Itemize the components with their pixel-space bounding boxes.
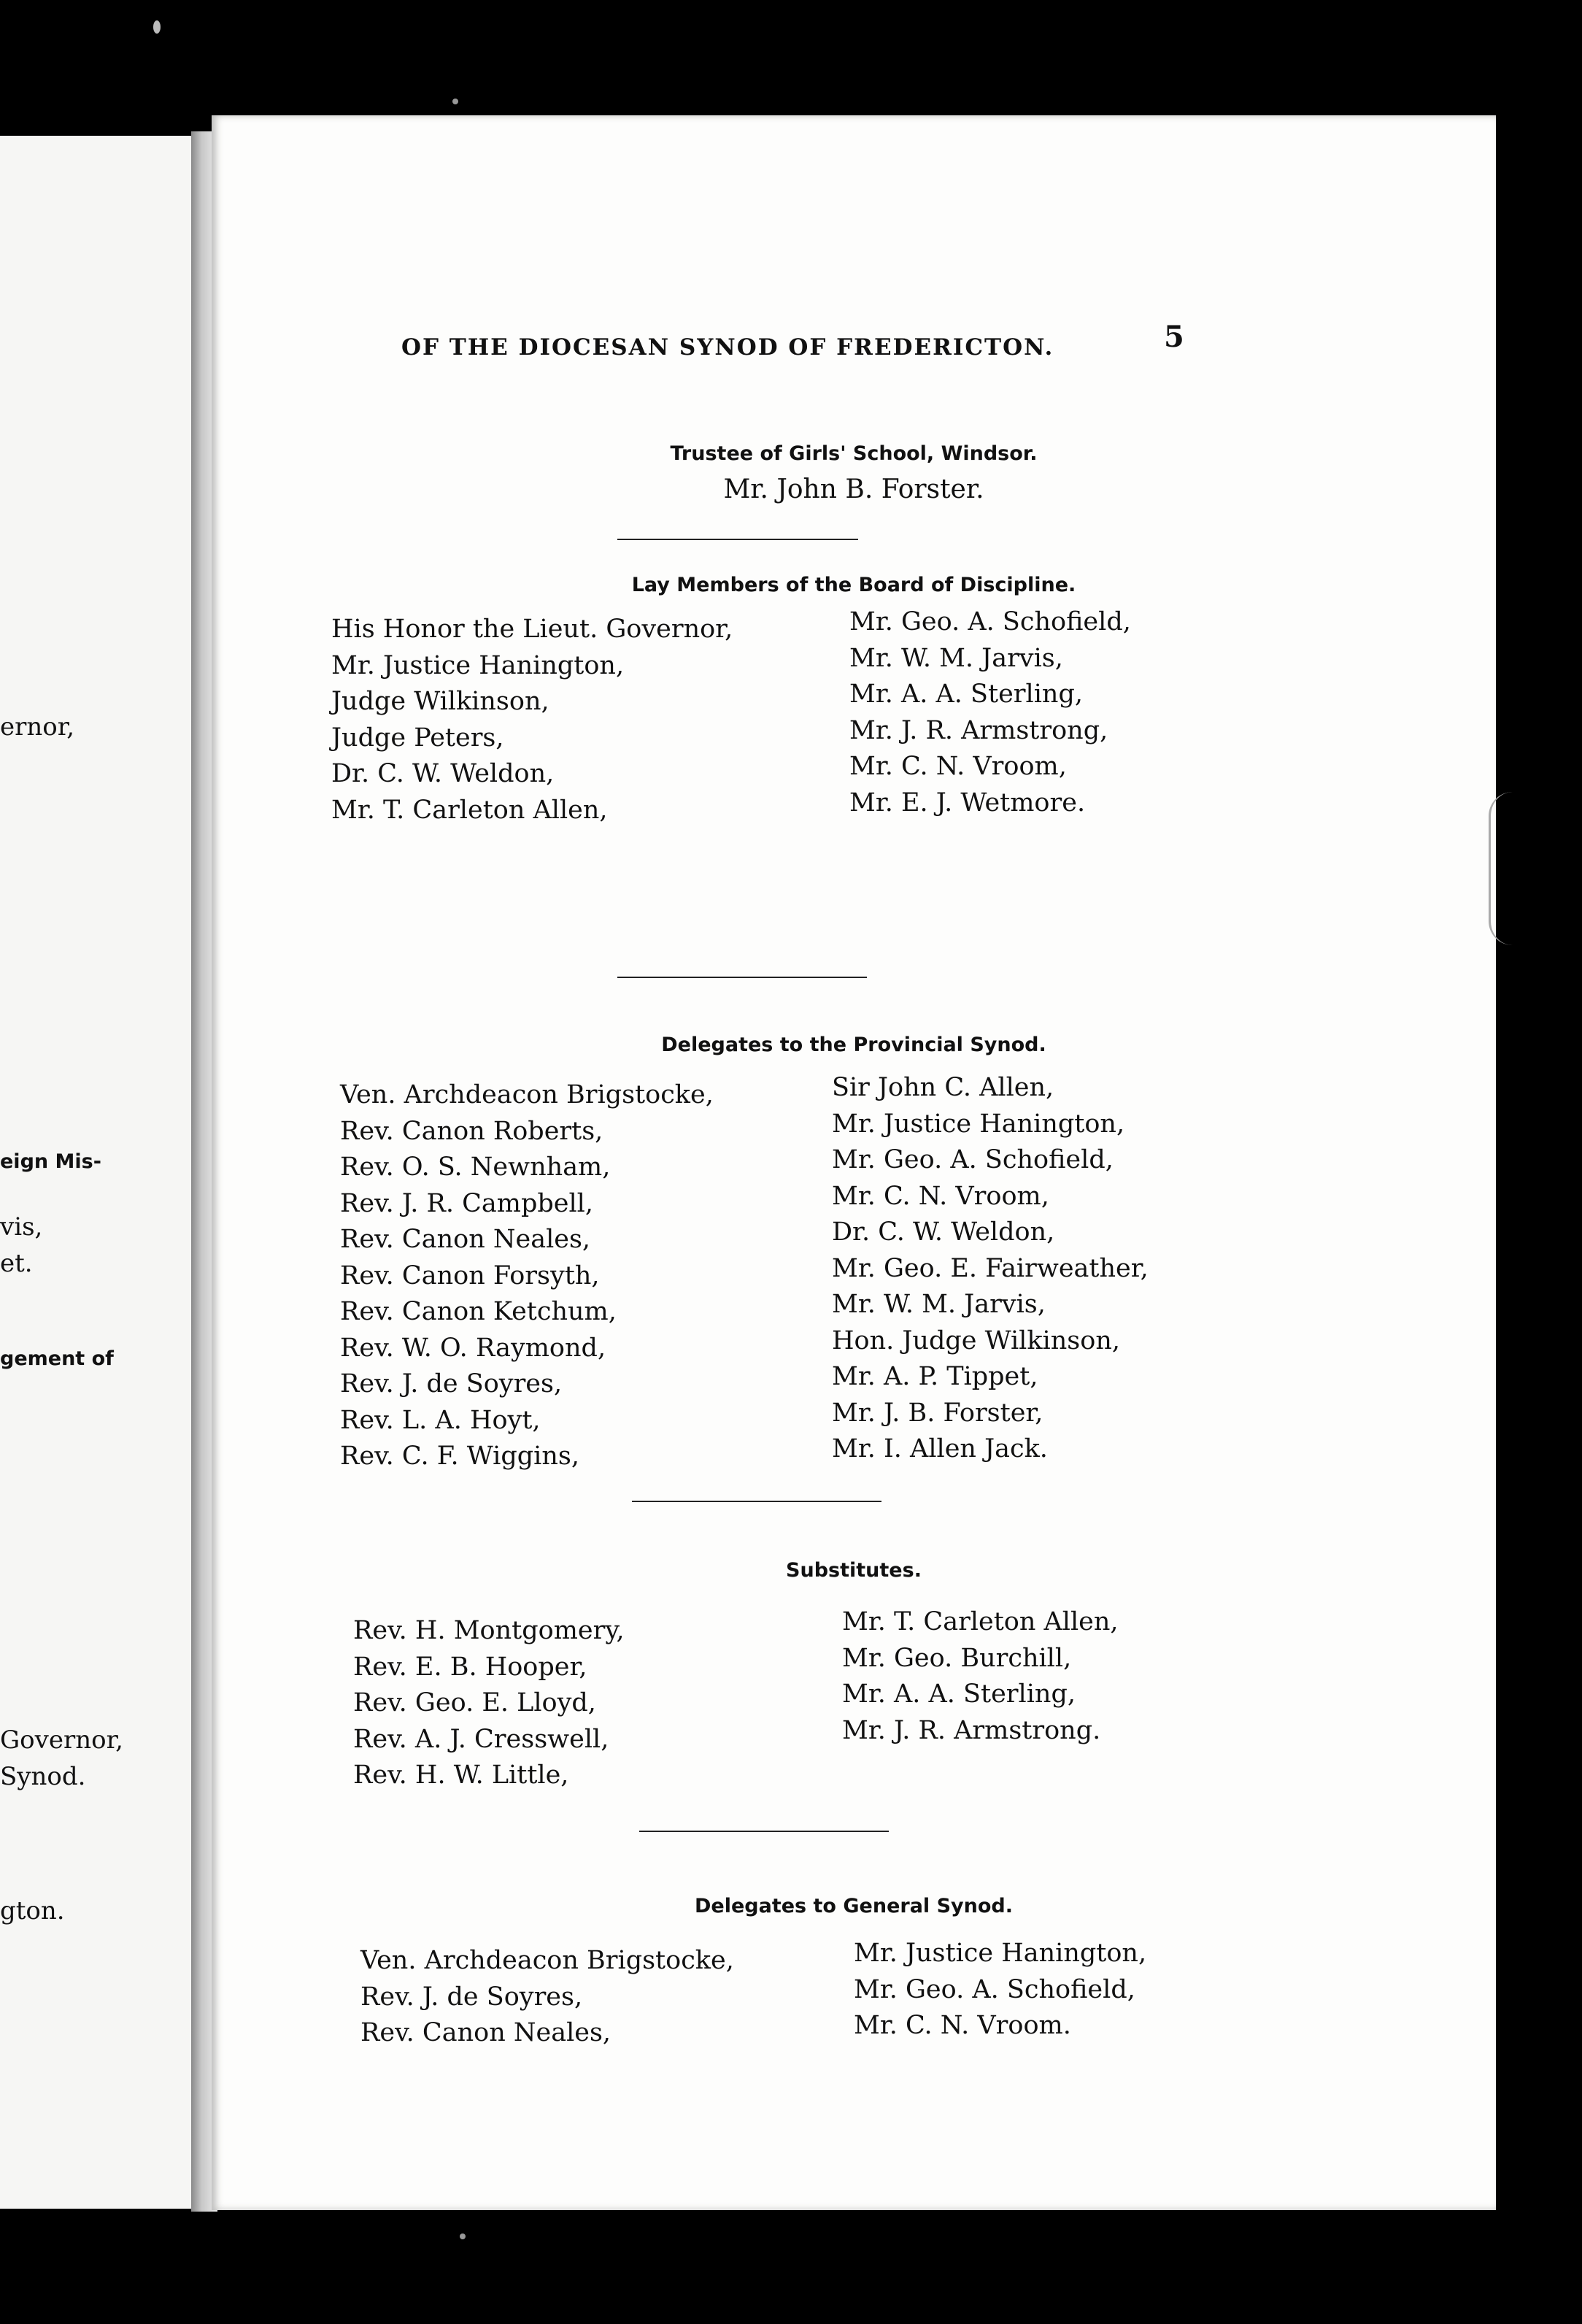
list-item: Mr. C. N. Vroom, — [849, 752, 1067, 781]
list-item: Mr. W. M. Jarvis, — [849, 643, 1063, 673]
scan-speck — [452, 99, 458, 104]
general-left-column — [360, 1943, 734, 2052]
section-heading-provincial: Delegates to the Provincial Synod. — [661, 1034, 1046, 1056]
list-item: Rev. A. J. Cresswell, — [353, 1724, 609, 1754]
list-item: Mr. Geo. E. Fairweather, — [832, 1253, 1149, 1283]
provincial-right-column — [832, 1070, 1149, 1468]
list-item: Mr. T. Carleton Allen, — [331, 795, 608, 825]
discipline-left-column — [331, 612, 733, 828]
list-item: Rev. Geo. E. Lloyd, — [353, 1688, 596, 1717]
section-heading-substitutes: Substitutes. — [786, 1559, 922, 1582]
list-item: Rev. Canon Neales, — [340, 1225, 591, 1254]
facing-page-fragment: Synod. — [0, 1762, 86, 1791]
substitutes-left-column — [353, 1613, 625, 1794]
facing-page — [0, 136, 197, 2209]
list-item: Ven. Archdeacon Brigstocke, — [360, 1946, 734, 1975]
list-item: Rev. O. S. Newnham, — [340, 1153, 611, 1182]
list-item: Mr. C. N. Vroom, — [832, 1181, 1049, 1211]
list-item: Rev. Canon Ketchum, — [340, 1297, 617, 1326]
page-number: 5 — [1164, 320, 1184, 354]
list-item: Hon. Judge Wilkinson, — [832, 1325, 1120, 1355]
section-heading-discipline: Lay Members of the Board of Discipline. — [631, 574, 1076, 596]
list-item: Rev. H. Montgomery, — [353, 1616, 625, 1645]
list-item: Mr. J. R. Armstrong, — [849, 715, 1108, 745]
list-item: Mr. Geo. A. Schofield, — [832, 1145, 1114, 1174]
list-item: Mr. Geo. A. Schofield, — [849, 607, 1131, 636]
list-item: Mr. Justice Hanington, — [331, 650, 625, 680]
list-item: Mr. A. A. Sterling, — [842, 1679, 1076, 1709]
list-item: Rev. Canon Roberts, — [340, 1116, 603, 1146]
facing-page-fragment: gement of — [0, 1347, 114, 1370]
list-item: Mr. C. N. Vroom. — [854, 2011, 1071, 2040]
document-page — [212, 115, 1496, 2210]
facing-page-fragment: Governor, — [0, 1725, 123, 1755]
list-item: Rev. J. R. Campbell, — [340, 1188, 593, 1218]
divider — [617, 977, 867, 978]
list-item: Mr. E. J. Wetmore. — [849, 788, 1086, 817]
scan-speck — [460, 2233, 466, 2239]
list-item: Dr. C. W. Weldon, — [832, 1217, 1055, 1247]
section-heading-general: Delegates to General Synod. — [695, 1895, 1013, 1917]
list-item: His Honor the Lieut. Governor, — [331, 615, 733, 644]
divider — [617, 539, 858, 540]
list-item: Mr. Justice Hanington, — [832, 1109, 1125, 1139]
list-item: Rev. J. de Soyres, — [360, 1982, 583, 2012]
substitutes-right-column — [842, 1604, 1119, 1749]
list-item: Mr. T. Carleton Allen, — [842, 1607, 1119, 1636]
divider — [632, 1501, 881, 1502]
facing-page-fragment: et. — [0, 1249, 33, 1278]
list-item: Rev. W. O. Raymond, — [340, 1333, 606, 1363]
list-item: Rev. C. F. Wiggins, — [340, 1442, 579, 1471]
provincial-left-column — [340, 1077, 714, 1475]
list-item: Rev. Canon Neales, — [360, 2018, 611, 2047]
list-item: Judge Wilkinson, — [331, 687, 549, 716]
list-item: Rev. J. de Soyres, — [340, 1369, 563, 1398]
list-item: Mr. W. M. Jarvis, — [832, 1290, 1046, 1319]
list-item: Rev. E. B. Hooper, — [353, 1652, 587, 1682]
facing-page-fragment: eign Mis- — [0, 1150, 101, 1173]
list-item: Mr. A. P. Tippet, — [832, 1362, 1038, 1391]
list-item: Mr. Geo. A. Schofield, — [854, 1974, 1135, 2004]
list-item: Mr. Geo. Burchill, — [842, 1643, 1072, 1673]
list-item: Dr. C. W. Weldon, — [331, 759, 555, 788]
general-right-column — [854, 1936, 1146, 2044]
facing-page-fragment: vis, — [0, 1212, 43, 1242]
facing-page-fragment: ernor, — [0, 712, 75, 742]
list-item: Rev. H. W. Little, — [353, 1761, 569, 1790]
list-item: Mr. J. R. Armstrong. — [842, 1715, 1101, 1745]
list-item: Mr. I. Allen Jack. — [832, 1434, 1048, 1463]
list-item: Ven. Archdeacon Brigstocke, — [340, 1080, 714, 1109]
list-item: Mr. Justice Hanington, — [854, 1939, 1147, 1968]
page-edge-mark — [1489, 792, 1513, 945]
facing-page-fragment: gton. — [0, 1896, 65, 1925]
running-head: OF THE DIOCESAN SYNOD OF FREDERICTON. — [401, 334, 1054, 361]
section-heading-trustee: Trustee of Girls' School, Windsor. — [670, 442, 1038, 465]
divider — [639, 1831, 889, 1832]
trustee-name: Mr. John B. Forster. — [723, 474, 984, 504]
list-item: Sir John C. Allen, — [832, 1073, 1054, 1102]
list-item: Judge Peters, — [331, 723, 504, 753]
scan-speck — [153, 20, 161, 34]
list-item: Rev. L. A. Hoyt, — [340, 1405, 541, 1435]
list-item: Mr. A. A. Sterling, — [849, 680, 1083, 709]
discipline-right-column — [849, 604, 1131, 821]
list-item: Mr. J. B. Forster, — [832, 1398, 1043, 1428]
list-item: Rev. Canon Forsyth, — [340, 1261, 600, 1290]
